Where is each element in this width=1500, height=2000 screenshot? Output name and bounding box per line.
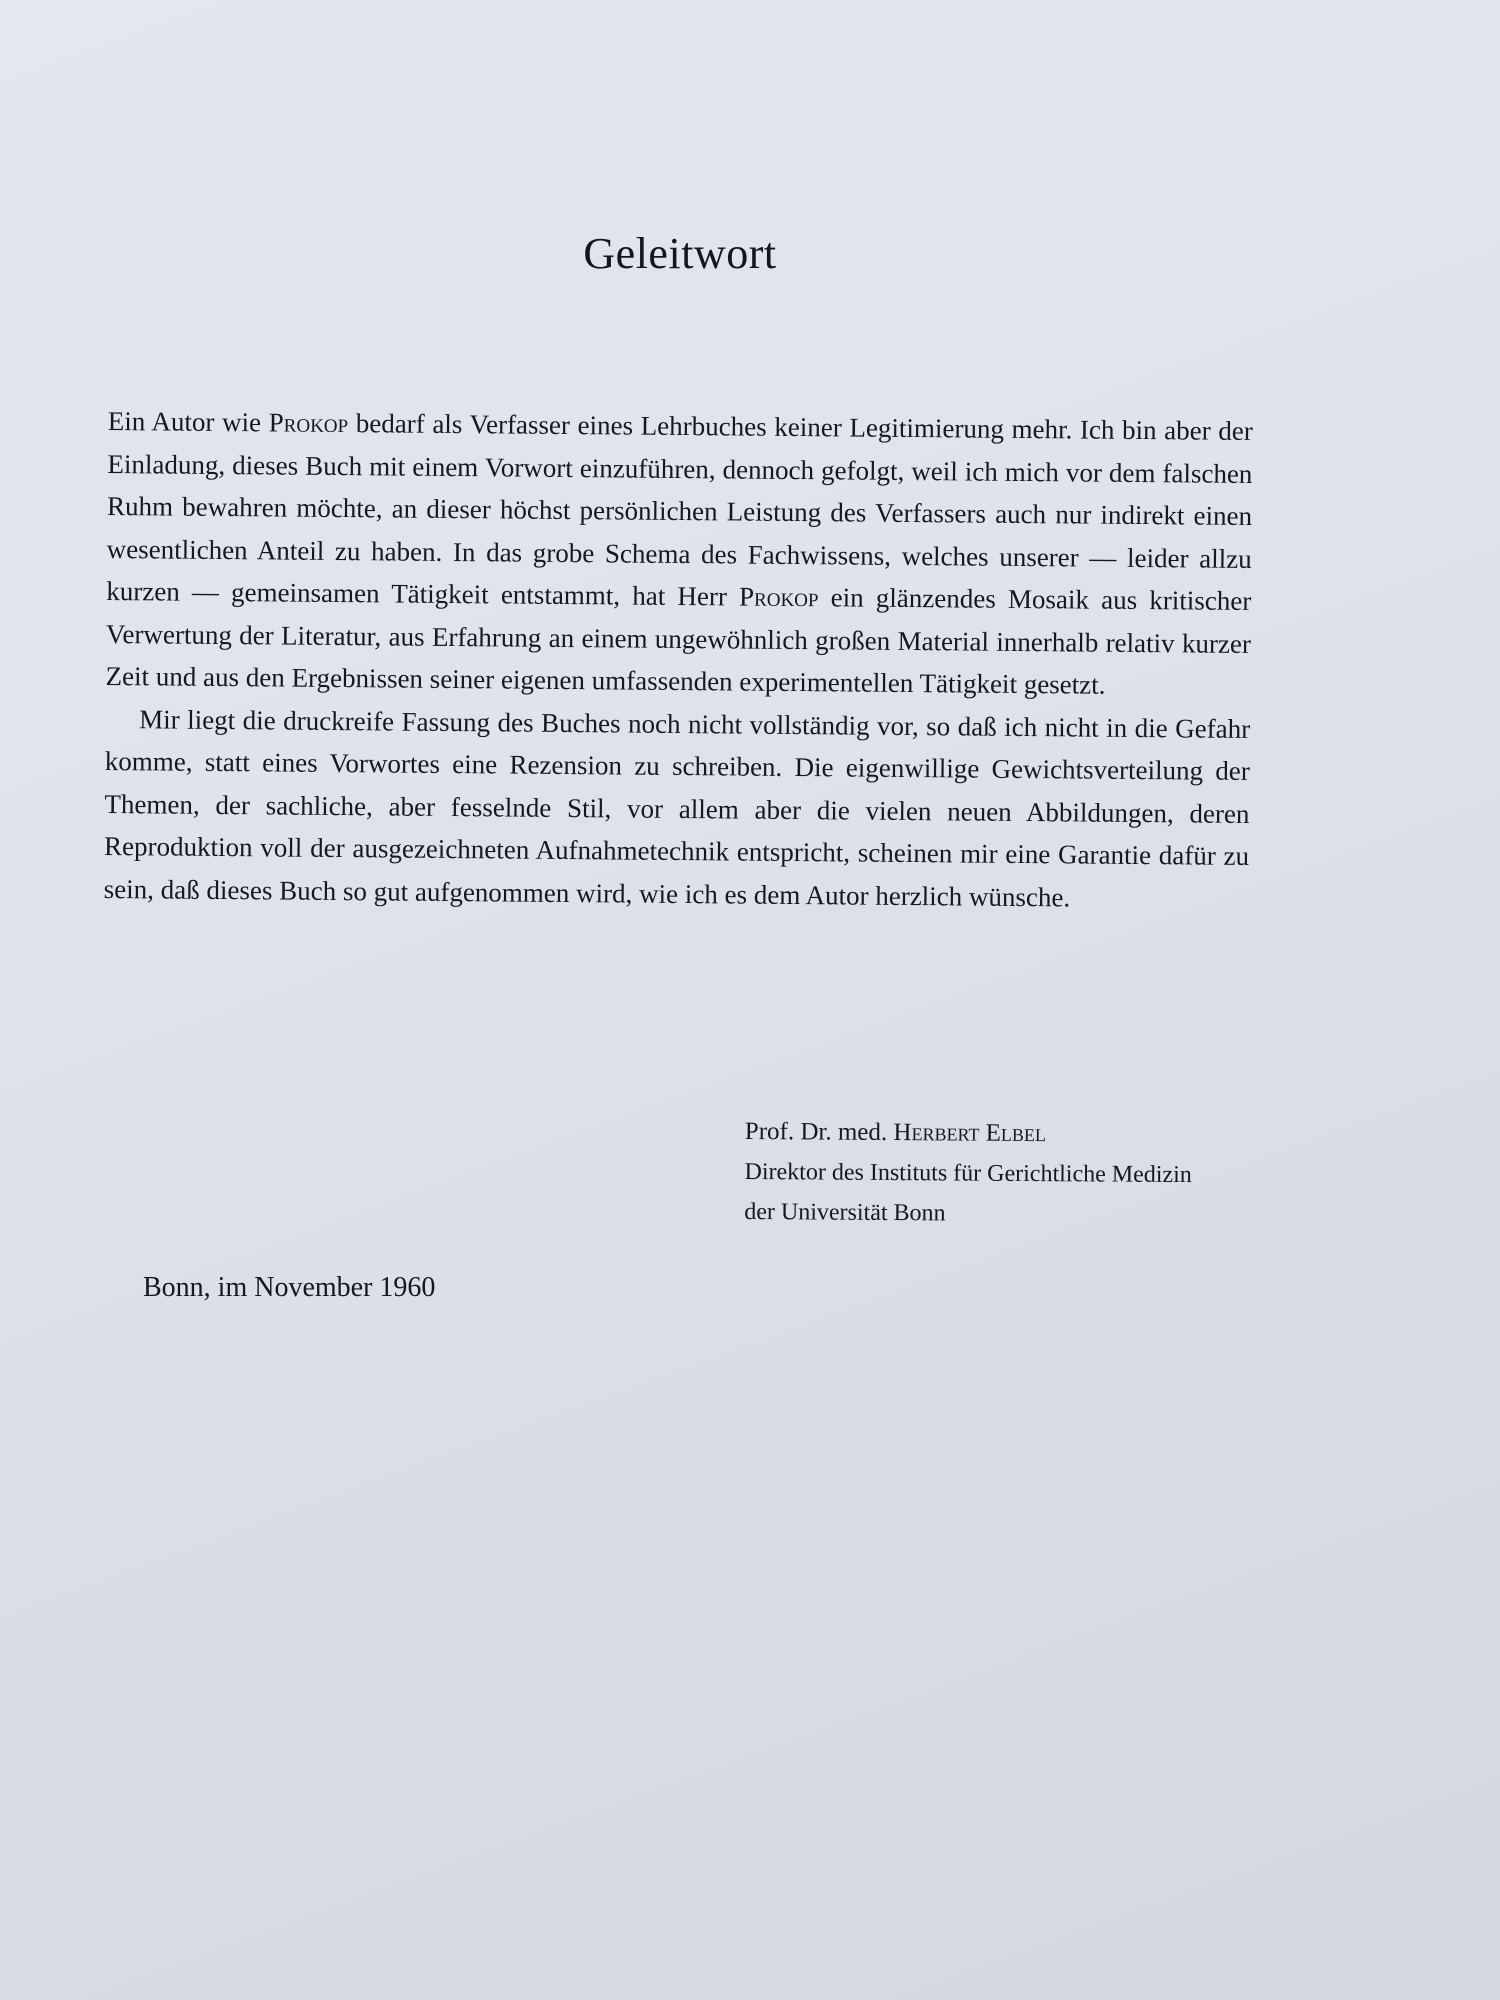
paragraph-2 bbox=[104, 697, 1251, 919]
signature-name: Herbert Elbel bbox=[893, 1119, 1047, 1148]
author-name-smallcaps: Prokop bbox=[738, 581, 819, 613]
signature-role-line-1: Direktor des Instituts für Gerichtliche Medizin bbox=[744, 1158, 1192, 1189]
paragraph-1-text-a: Ein Autor wie bbox=[107, 405, 269, 438]
paragraph-1 bbox=[105, 400, 1253, 707]
foreword-body bbox=[104, 400, 1253, 920]
signature-block bbox=[744, 1112, 1285, 1236]
paragraph-1-text-c: ein glänzendes Mosaik aus kritischer Verwertung der Literatur, aus Erfahrung an einem ungewöhnlich großen Material innerhalb relativ kurzer Zeit und aus den Ergebnissen seiner eigenen umfassenden experimentellen Tätigkeit gesetzt. bbox=[105, 582, 1252, 700]
author-name-smallcaps: Prokop bbox=[268, 407, 349, 439]
signature-name-line bbox=[745, 1112, 1285, 1156]
signature-role-line-2: der Universität Bonn bbox=[744, 1198, 946, 1227]
signature-title-prefix: Prof. Dr. med. bbox=[744, 1117, 894, 1147]
place-and-date: Bonn, im November 1960 bbox=[143, 1272, 436, 1303]
page-title: Geleitwort bbox=[583, 229, 777, 278]
paragraph-2-text: Mir liegt die druckreife Fassung des Buches noch nicht vollständig vor, so daß ich nicht in die Gefahr komme, statt eines Vorwortes eine Rezension zu schreiben. Die eigenwillige Gewichtsverteilung der Themen, der sachliche, aber fesselnde Stil, vor allem aber die vielen neuen Abbildungen, deren Reproduktion voll der ausgezeichneten Aufnahmetechnik entspricht, scheinen mir eine Garantie dafür zu sein, daß dieses Buch so gut aufgenommen wird, wie ich es dem Autor herzlich wünsche. bbox=[103, 703, 1251, 912]
paragraph-1-text-b: bedarf als Verfasser eines Lehrbuches keiner Legitimierung mehr. Ich bin aber der Einladung, dieses Buch mit einem Vorwort einzuführen, dennoch gefolgt, weil ich mich vor dem falschen Ruhm bewahren möchte, an dieser höchst persönlichen Leistung des Verfassers auch nur indirekt einen wesentlichen Anteil zu haben. In das grobe Schema des Fachwissens, welches unserer — leider allzu kurzen — gemeinsamen Tätigkeit entstammt, hat Herr bbox=[106, 408, 1253, 612]
